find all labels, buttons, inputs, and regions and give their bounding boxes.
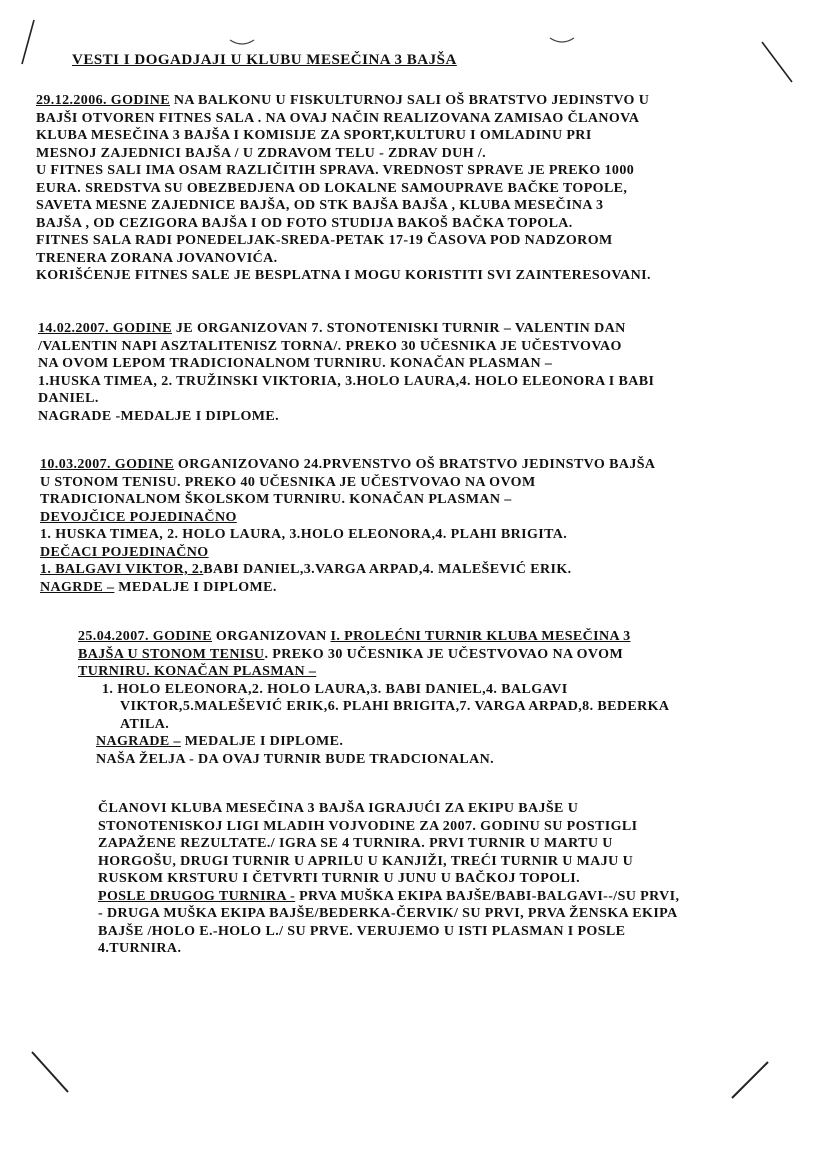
- girls-heading: DEVOJČICE POJEDINAČNO: [40, 509, 237, 525]
- boys-results-first: 1. BALGAVI VIKTOR, 2.: [40, 562, 204, 577]
- news-text: - DRUGA MUŠKA EKIPA BAJŠE/BEDERKA-ČERVIK/ SU PRVI, PRVA ŽENSKA EKIPA: [98, 906, 678, 921]
- news-text: TRENERA ZORANA JOVANOVIĆA.: [36, 250, 278, 266]
- news-text: KLUBA MESEČINA 3 BAJŠA I KOMISIJE ZA SPORT,KULTURU I OMLADINU PRI: [36, 128, 592, 143]
- news-item-valentine-tournament: [38, 320, 654, 425]
- news-date: 14.02.2007. GODINE: [38, 321, 172, 336]
- news-text: DANIEL.: [38, 391, 99, 406]
- news-text: 1.HUSKA TIMEA, 2. TRUŽINSKI VIKTORIA, 3.HOLO LAURA,4. HOLO ELEONORA I BABI: [38, 373, 655, 389]
- news-date: 29.12.2006. GODINE: [36, 93, 170, 108]
- news-text: RUSKOM KRSTURU I ČETVRTI TURNIR U JUNU U BAČKOJ TOPOLI.: [98, 871, 581, 886]
- news-item-fitness-hall: [36, 92, 651, 285]
- boys-results-rest: BABI DANIEL,3.VARGA ARPAD,4. MALEŠEVIĆ ERIK.: [203, 562, 572, 577]
- news-text: /VALENTIN NAPI ASZTALITENISZ TORNA/. PREKO 30 UČESNIKA JE UČESTVOVAO: [38, 338, 622, 354]
- wish-text: NAŠA ŽELJA - DA OVAJ TURNIR BUDE TRADCIONALAN.: [96, 751, 495, 767]
- news-text: NA BALKONU U FISKULTURNOJ SALI OŠ BRATSTVO JEDINSTVO U: [170, 93, 650, 108]
- plasman-label: TURNIRU. KONAČAN PLASMAN –: [78, 664, 317, 679]
- news-text: MESNOJ ZAJEDNICI BAJŠA / U ZDRAVOM TELU - ZDRAV DUH /.: [36, 145, 487, 161]
- page-title: VESTI I DOGADJAJI U KLUBU MESEČINA 3 BAJŠA: [72, 52, 457, 68]
- corner-mark-top-left: [18, 18, 38, 68]
- tournament-name: BAJŠA U STONOM TENISU: [78, 646, 265, 662]
- news-text: NAGRADE -MEDALJE I DIPLOME.: [38, 408, 280, 424]
- news-text: . PREKO 30 UČESNIKA JE UČESTVOVAO NA OVOM: [264, 646, 624, 662]
- results-text: ATILA.: [120, 716, 170, 732]
- news-text: ČLANOVI KLUBA MESEČINA 3 BAJŠA IGRAJUĆI ZA EKIPU BAJŠE U: [98, 801, 579, 816]
- scan-smudge: [548, 34, 578, 46]
- news-item-spring-tournament: [78, 628, 669, 768]
- news-text: U FITNES SALI IMA OSAM RAZLIČITIH SPRAVA. VREDNOST SPRAVE JE PREKO 1000: [36, 163, 635, 178]
- after-second-label: POSLE DRUGOG TURNIRA -: [98, 888, 296, 904]
- news-text: HORGOŠU, DRUGI TURNIR U APRILU U KANJIŽI, TREĆI TURNIR U MAJU U: [98, 853, 634, 869]
- news-text: ORGANIZOVANO 24.PRVENSTVO OŠ BRATSTVO JEDINSTVO BAJŠA: [174, 457, 656, 472]
- news-text: JE ORGANIZOVAN 7. STONOTENISKI TURNIR – VALENTIN DAN: [172, 321, 626, 336]
- awards-text: MEDALJE I DIPLOME.: [114, 579, 277, 595]
- news-text: NA OVOM LEPOM TRADICIONALNOM TURNIRU. KONAČAN PLASMAN –: [38, 356, 553, 371]
- news-text: EURA. SREDSTVA SU OBEZBEDJENA OD LOKALNE SAMOUPRAVE BAČKE TOPOLE,: [36, 180, 628, 196]
- corner-mark-top-right: [758, 38, 798, 88]
- news-text: STONOTENISKOJ LIGI MLADIH VOJVODINE ZA 2007. GODINU SU POSTIGLI: [98, 818, 638, 834]
- news-text: TRADICIONALNOM ŠKOLSKOM TURNIRU. KONAČAN PLASMAN –: [40, 492, 512, 507]
- news-text: U STONOM TENISU. PREKO 40 UČESNIKA JE UČESTVOVAO NA OVOM: [40, 474, 536, 490]
- news-text: BAJŠA , OD CEZIGORA BAJŠA I OD FOTO STUDIJA BAKOŠ BAČKA TOPOLA.: [36, 215, 573, 231]
- boys-heading: DEČACI POJEDINAČNO: [40, 544, 209, 560]
- news-text: KORIŠĆENJE FITNES SALE JE BESPLATNA I MOGU KORISTITI SVI ZAINTERESOVANI.: [36, 268, 651, 283]
- news-text: BAJŠI OTVOREN FITNES SALA . NA OVAJ NAČIN REALIZOVANA ZAMISAO ČLANOVA: [36, 110, 640, 126]
- scan-smudge: [228, 36, 258, 48]
- news-text: 4.TURNIRA.: [98, 941, 182, 956]
- results-text: VIKTOR,5.MALEŠEVIĆ ERIK,6. PLAHI BRIGITA,7. VARGA ARPAD,8. BEDERKA: [120, 699, 670, 714]
- girls-results: 1. HUSKA TIMEA, 2. HOLO LAURA, 3.HOLO ELEONORA,4. PLAHI BRIGITA.: [40, 527, 568, 542]
- awards-text: MEDALJE I DIPLOME.: [180, 734, 344, 749]
- news-text: PRVA MUŠKA EKIPA BAJŠE/BABI-BALGAVI--/SU PRVI,: [295, 888, 680, 904]
- news-text: ZAPAŽENE REZULTATE./ IGRA SE 4 TURNIRA. PRVI TURNIR U MARTU U: [98, 836, 613, 851]
- news-text: FITNES SALA RADI PONEDELJAK-SREDA-PETAK 17-19 ČASOVA POD NADZOROM: [36, 233, 613, 248]
- news-item-school-championship: [40, 456, 655, 596]
- news-text: SAVETA MESNE ZAJEDNICE BAJŠA, OD STK BAJŠA BAJŠA , KLUBA MESEČINA 3: [36, 198, 604, 213]
- news-text: BAJŠE /HOLO E.-HOLO L./ SU PRVE. VERUJEMO U ISTI PLASMAN I POSLE: [98, 923, 626, 939]
- awards-label: NAGRADE –: [96, 734, 181, 749]
- news-text: ORGANIZOVAN: [212, 629, 331, 644]
- awards-label: NAGRDE –: [40, 579, 115, 595]
- results-text: 1. HOLO ELEONORA,2. HOLO LAURA,3. BABI DANIEL,4. BALGAVI: [102, 681, 568, 697]
- news-date: 10.03.2007. GODINE: [40, 457, 174, 472]
- corner-mark-bottom-right: [728, 1058, 772, 1102]
- tournament-name: I. PROLEĆNI TURNIR KLUBA MESEČINA 3: [330, 629, 631, 644]
- corner-mark-bottom-left: [28, 1048, 72, 1096]
- news-item-youth-league: [98, 800, 679, 958]
- news-date: 25.04.2007. GODINE: [78, 629, 212, 644]
